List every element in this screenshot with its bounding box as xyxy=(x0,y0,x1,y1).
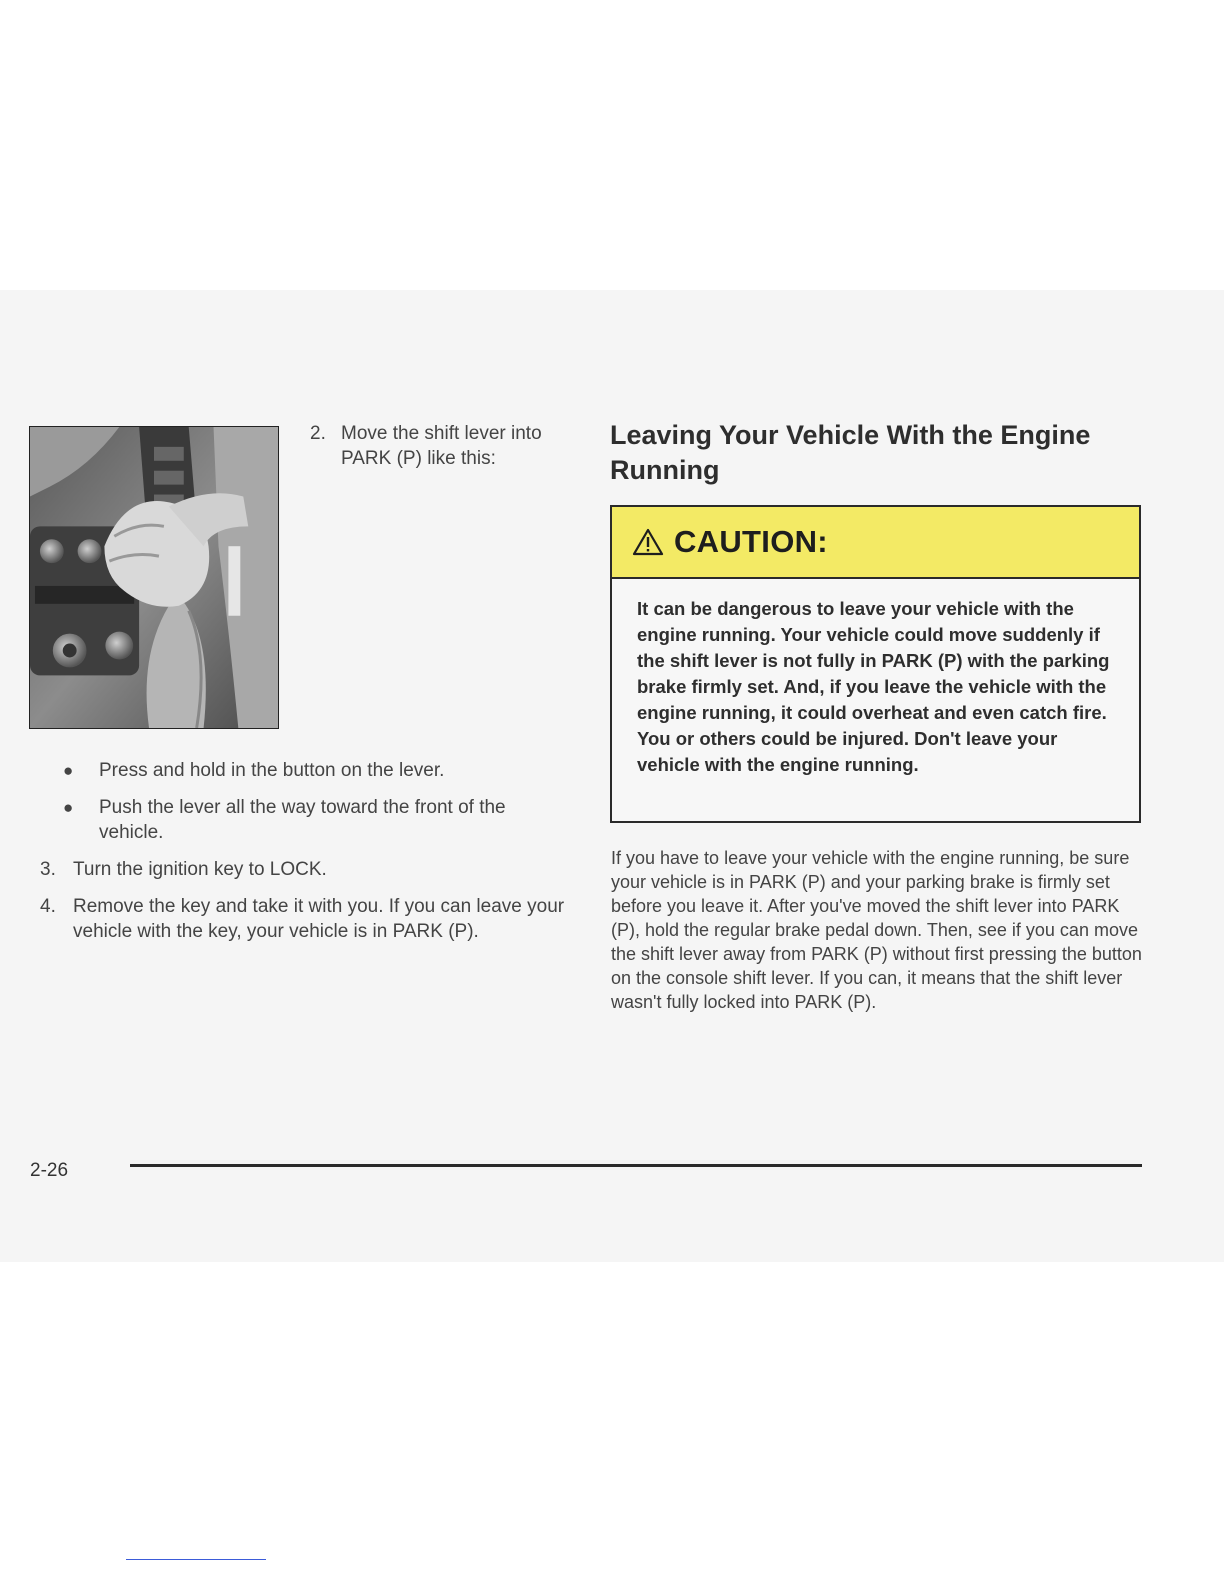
step-4-text: Remove the key and take it with you. If you can leave your vehicle with the key, your vehicle is in PARK (P). xyxy=(73,896,565,942)
left-column xyxy=(40,758,570,956)
bullet-dot-icon: ● xyxy=(63,798,74,817)
section-heading: Leaving Your Vehicle With the Engine Running xyxy=(610,420,1091,485)
step-2-text: Move the shift lever into PARK (P) like this: xyxy=(341,423,542,469)
step-3-number: 3. xyxy=(40,859,56,880)
step-4 xyxy=(40,894,570,944)
caution-header xyxy=(612,507,1139,579)
caution-label: CAUTION: xyxy=(674,524,828,559)
body-paragraph: If you have to leave your vehicle with the engine running, be sure your vehicle is in PARK (P) and your parking brake is firmly set before you leave it. After you've moved the shift lever into PARK (P), hold the regular brake pedal down. Then, see if you can move the shift lever away from PARK (P) without first pressing the button on the console shift lever. If you can, it means that the shift lever wasn't fully locked into PARK (P). xyxy=(611,848,1142,1012)
shift-lever-photo xyxy=(29,426,279,729)
step-3 xyxy=(40,857,570,882)
bullet-text: Press and hold in the button on the lever. xyxy=(99,760,445,781)
bottom-link-underline xyxy=(126,1559,266,1560)
warning-triangle-icon xyxy=(632,528,664,556)
step-2 xyxy=(310,421,570,471)
bullet-item xyxy=(40,758,570,783)
bullet-item xyxy=(40,795,570,845)
bullet-text: Push the lever all the way toward the front of the vehicle. xyxy=(99,797,506,843)
step-3-text: Turn the ignition key to LOCK. xyxy=(73,859,327,880)
step-4-number: 4. xyxy=(40,896,56,917)
page-number: 2-26 xyxy=(30,1160,69,1181)
caution-box xyxy=(610,505,1141,823)
step-2-number: 2. xyxy=(310,423,326,444)
bullet-dot-icon: ● xyxy=(63,761,74,780)
shift-lever-illustration xyxy=(30,427,278,728)
footer-rule xyxy=(130,1164,1142,1167)
caution-text: It can be dangerous to leave your vehicle with the engine running. Your vehicle could move suddenly if the shift lever is not fully in PARK (P) with the parking brake firmly set. And, if you leave the vehicle with the engine running, it could overheat and even catch fire. You or others could be injured. Don't leave your vehicle with the engine running. xyxy=(637,598,1110,775)
